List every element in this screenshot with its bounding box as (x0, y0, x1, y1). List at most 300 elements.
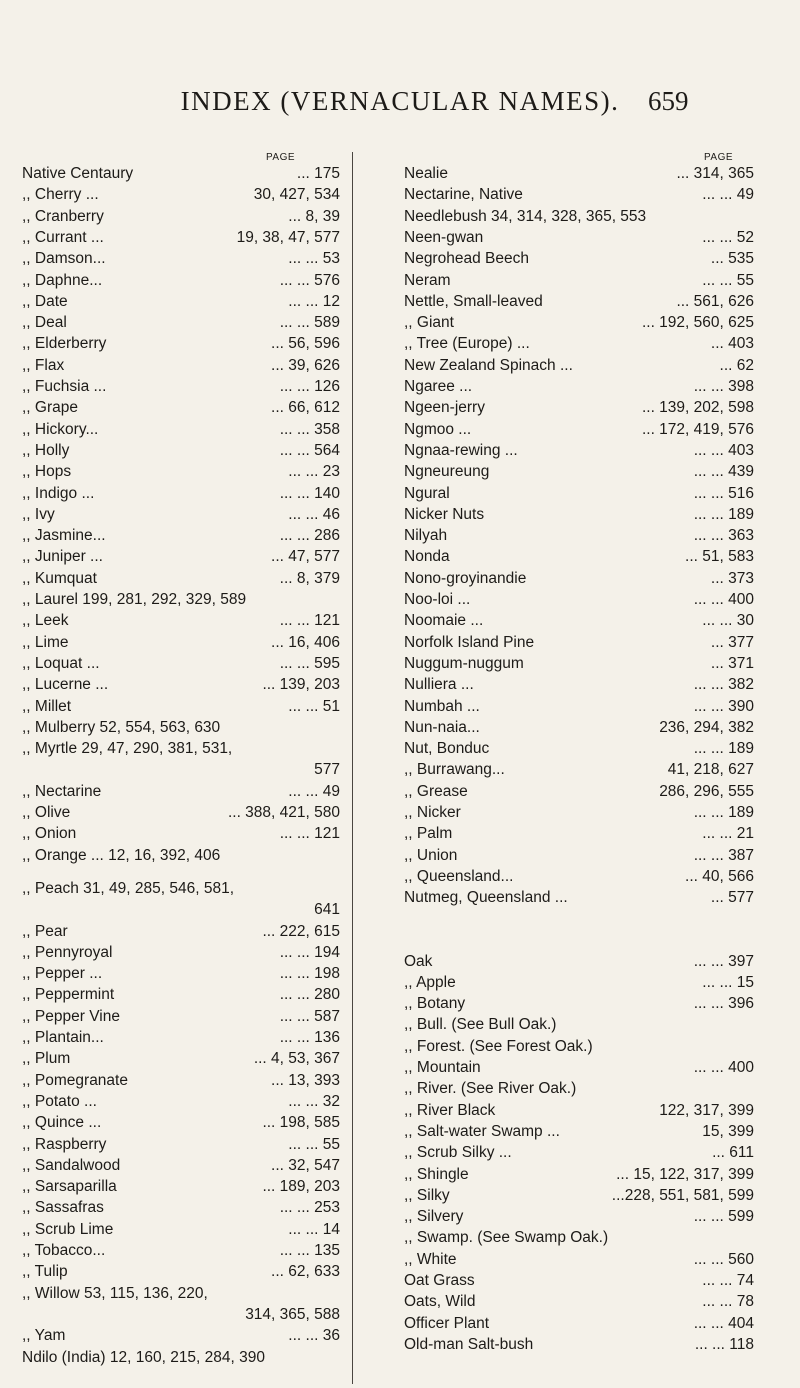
index-pages: ... ... 595 (279, 654, 340, 672)
index-entry (404, 1079, 754, 1099)
index-entry (22, 377, 340, 397)
index-entry (404, 1058, 754, 1078)
index-entry (404, 760, 754, 780)
index-pages: ... ... 135 (279, 1242, 340, 1259)
index-pages: ... 611 (712, 1144, 754, 1162)
index-term: ,, Deal (22, 314, 67, 332)
index-pages: ... 561, 626 (676, 292, 754, 310)
index-entry (404, 739, 754, 759)
index-pages: ... ... 55 (702, 271, 754, 289)
index-term: ,, Forest. (See Forest Oak.) (404, 1037, 593, 1055)
index-entry (22, 1135, 340, 1155)
index-term: ,, Burrawang... (404, 761, 505, 779)
index-entry (22, 1113, 340, 1133)
index-pages: ... ... 189 (693, 804, 754, 821)
index-entry (404, 356, 754, 376)
index-term: Nutmeg, Queensland ... (404, 889, 568, 907)
index-entry (22, 420, 340, 440)
index-term: ,, Daphne... (22, 271, 103, 289)
index-entry (22, 292, 340, 312)
index-pages: ... ... 12 (288, 292, 340, 310)
index-term: ,, Pomegranate (22, 1071, 128, 1089)
index-entry (22, 356, 340, 376)
index-term: ,, Olive (22, 804, 71, 821)
index-pages: ... ... 404 (693, 1314, 754, 1332)
index-term: ,, Lime (22, 633, 69, 651)
index-term: Oats, Wild (404, 1293, 476, 1311)
index-entry (404, 888, 754, 908)
index-entry (404, 1037, 754, 1057)
index-pages: ... ... 14 (288, 1220, 340, 1238)
index-entry (22, 846, 340, 866)
index-term: Nonda (404, 548, 450, 566)
index-pages: ... ... 121 (279, 612, 340, 630)
index-term: ,, Scrub Silky ... (404, 1144, 512, 1162)
index-entry (404, 441, 754, 461)
index-term: ,, Hops (22, 463, 72, 481)
index-entry (404, 654, 754, 674)
index-term: Old-man Salt-bush (404, 1335, 534, 1353)
index-term: Ngnaa-rewing ... (404, 441, 518, 459)
index-pages: ... ... 136 (279, 1029, 340, 1046)
index-term: ,, Indigo ... (22, 484, 95, 502)
page-column-label: PAGE (266, 152, 296, 163)
index-pages: ... ... 55 (288, 1135, 340, 1153)
index-term: ,, Nectarine (22, 782, 102, 800)
index-entry (22, 654, 340, 674)
column-divider (352, 152, 353, 1384)
index-term: ,, Pennyroyal (22, 943, 113, 961)
index-term: ,, Currant ... (22, 228, 104, 246)
index-term: ,, Tulip (22, 1263, 68, 1281)
index-entry (404, 1292, 754, 1312)
index-entry (404, 505, 754, 525)
index-entry (22, 1220, 340, 1240)
index-entry (404, 526, 754, 546)
index-pages: ... 40, 566 (685, 867, 754, 885)
index-entry (404, 590, 754, 610)
index-pages: ... ... 126 (279, 378, 340, 395)
index-entry (22, 313, 340, 333)
index-entry (22, 1198, 340, 1218)
index-entry (22, 398, 340, 418)
index-entry (22, 1028, 340, 1048)
index-entry (22, 526, 340, 546)
index-pages: ... 4, 53, 367 (253, 1050, 340, 1068)
index-entry (22, 249, 340, 269)
index-entry (22, 782, 340, 802)
index-entry (22, 1177, 340, 1197)
index-term: ,, White (404, 1250, 457, 1268)
index-pages: ... 198, 585 (262, 1114, 340, 1132)
index-entry (404, 1271, 754, 1291)
page-number: 659 (648, 86, 689, 116)
index-term: Nilyah (404, 527, 448, 545)
index-pages: ... 51, 583 (685, 548, 754, 566)
index-entry (404, 185, 754, 205)
index-term: ,, Silky (404, 1186, 450, 1204)
index-entry (404, 824, 754, 844)
index-pages: ... ... 398 (693, 378, 754, 395)
index-pages: ...228, 551, 581, 599 (611, 1186, 754, 1204)
index-entry (22, 185, 340, 205)
index-term: ,, Plantain... (22, 1029, 104, 1046)
index-term: ,, Willow 53, 115, 136, 220, (22, 1284, 208, 1302)
index-pages: ... 139, 203 (262, 676, 340, 694)
index-term: ,, Millet (22, 697, 72, 715)
index-pages: ... 8, 379 (279, 569, 340, 587)
index-entry (22, 611, 340, 631)
index-term: ,, Flax (22, 356, 65, 374)
index-entry (404, 313, 754, 333)
index-entry (404, 547, 754, 567)
index-term: ,, Lucerne ... (22, 676, 109, 694)
index-term: ,, Elderberry (22, 335, 107, 353)
index-pages: ... ... 400 (693, 1059, 754, 1076)
index-term: ,, Jasmine... (22, 527, 106, 545)
index-term: ,, Queensland... (404, 867, 514, 885)
index-pages: ... 222, 615 (262, 922, 340, 940)
index-term: ,, Quince ... (22, 1114, 102, 1132)
index-entry (404, 1228, 754, 1248)
index-entry (404, 377, 754, 397)
index-entry (404, 398, 754, 418)
index-entry (404, 675, 754, 695)
index-pages: ... ... 358 (279, 420, 340, 438)
index-entry (404, 633, 754, 653)
index-pages: ... 388, 421, 580 (227, 804, 340, 821)
index-entry (22, 697, 340, 717)
index-term: Nectarine, Native (404, 186, 523, 204)
index-entry (22, 675, 340, 695)
index-pages: ... 371 (710, 654, 754, 672)
index-pages: ... ... 194 (279, 943, 340, 961)
index-term: ,, Damson... (22, 250, 106, 268)
index-term: ,, Peach 31, 49, 285, 546, 581, (22, 879, 234, 897)
index-term: ,, Leek (22, 612, 69, 630)
index-term: ,, Raspberry (22, 1135, 107, 1153)
index-term: ,, Myrtle 29, 47, 290, 381, 531, (22, 740, 233, 758)
index-pages: ... ... 49 (702, 186, 754, 204)
index-pages: ... 66, 612 (271, 399, 340, 417)
index-pages: ... 62, 633 (271, 1263, 340, 1281)
index-entry (404, 1250, 754, 1270)
index-term: Ngeen-jerry (404, 399, 485, 417)
index-pages: ... ... 121 (279, 825, 340, 843)
index-pages: ... 192, 560, 625 (641, 314, 754, 332)
index-pages: 314, 365, 588 (245, 1305, 340, 1323)
index-pages: ... 403 (710, 335, 754, 353)
index-term: ,, Mulberry 52, 554, 563, 630 (22, 718, 221, 736)
index-entry (404, 462, 754, 482)
index-pages: ... ... 587 (279, 1007, 340, 1025)
index-entry (22, 879, 340, 899)
index-entry (404, 1186, 754, 1206)
index-term: Ndilo (India) 12, 160, 215, 284, 390 (22, 1348, 266, 1366)
index-term: Nut, Bonduc (404, 740, 490, 758)
index-pages: ... ... 576 (279, 271, 340, 289)
index-term: Needlebush 34, 314, 328, 365, 553 (404, 207, 647, 225)
index-entry (22, 824, 340, 844)
index-pages: ... ... 280 (279, 986, 340, 1004)
index-entry (22, 207, 340, 227)
index-term: Nulliera ... (404, 676, 474, 694)
index-term: ,, Yam (22, 1327, 66, 1345)
index-pages: ... ... 51 (288, 697, 340, 715)
index-pages: ... ... 599 (693, 1208, 754, 1226)
index-pages: ... 139, 202, 598 (641, 399, 754, 417)
index-term: Noo-loi ... (404, 591, 471, 608)
index-term: Neram (404, 271, 451, 289)
index-pages: ... 47, 577 (271, 548, 340, 566)
index-term: Nettle, Small-leaved (404, 292, 543, 310)
index-term: ,, Giant (404, 314, 454, 332)
page-header (0, 86, 800, 126)
index-entry (22, 334, 340, 354)
index-entry (404, 846, 754, 866)
index-entry (404, 1143, 754, 1163)
index-entry (22, 441, 340, 461)
index-pages: ... ... 387 (693, 846, 754, 864)
index-pages: ... ... 189 (693, 505, 754, 523)
index-pages: 30, 427, 534 (253, 186, 340, 204)
index-entry (404, 1101, 754, 1121)
index-pages: ... ... 439 (693, 463, 754, 481)
index-entry (22, 803, 340, 823)
index-pages: ... ... 53 (288, 250, 340, 268)
index-term: Ngneureung (404, 463, 490, 481)
index-entry (404, 228, 754, 248)
index-term: ,, Tobacco... (22, 1242, 106, 1259)
index-term: Norfolk Island Pine (404, 633, 535, 651)
index-pages: ... ... 36 (288, 1327, 340, 1345)
index-pages: ... 8, 39 (288, 207, 340, 225)
index-entry (22, 1305, 340, 1325)
index-term: Nealie (404, 165, 448, 182)
index-pages: ... ... 403 (693, 441, 754, 459)
index-term: Nun-naia... (404, 718, 480, 736)
index-term: ,, Palm (404, 825, 453, 843)
index-term: Nuggum-nuggum (404, 654, 524, 672)
index-pages: ... 189, 203 (262, 1178, 340, 1196)
index-term: ,, Pear (22, 922, 68, 940)
index-entry (22, 1156, 340, 1176)
index-entry (22, 1092, 340, 1112)
index-entry (404, 697, 754, 717)
index-pages: 286, 296, 555 (659, 782, 754, 800)
index-entry (22, 1326, 340, 1346)
index-pages: ... ... 397 (693, 952, 754, 970)
index-term: ,, Salt-water Swamp ... (404, 1122, 560, 1140)
index-entry (404, 952, 754, 972)
index-entry (22, 484, 340, 504)
index-pages: 641 (314, 901, 340, 919)
index-pages: ... ... 564 (279, 441, 340, 459)
index-term: ,, Cherry ... (22, 186, 99, 204)
index-pages: ... ... 560 (693, 1250, 754, 1268)
index-entry (22, 228, 340, 248)
page-column-label: PAGE (704, 152, 734, 163)
index-pages: ... ... 189 (693, 740, 754, 758)
index-pages: ... ... 118 (694, 1335, 754, 1353)
index-pages: 41, 218, 627 (667, 761, 754, 779)
index-term: ,, Sarsaparilla (22, 1178, 117, 1196)
index-entry (22, 739, 340, 759)
index-entry (404, 994, 754, 1014)
index-term: ,, Bull. (See Bull Oak.) (404, 1016, 557, 1034)
index-pages: ... ... 363 (693, 527, 754, 545)
index-pages: ... 13, 393 (271, 1071, 340, 1089)
index-entry (404, 164, 754, 184)
index-pages: 122, 317, 399 (659, 1101, 754, 1119)
index-pages: ... ... 382 (693, 676, 754, 694)
index-term: ,, Grease (404, 782, 468, 800)
index-entry (404, 420, 754, 440)
index-pages: ... ... 23 (288, 463, 340, 481)
index-entry (22, 164, 340, 184)
index-term: ,, Onion (22, 825, 77, 843)
index-pages: ... ... 396 (693, 995, 754, 1013)
index-pages: ... 373 (710, 569, 754, 587)
index-entry (22, 1049, 340, 1069)
index-term: ,, Grape (22, 399, 78, 417)
index-entry (404, 973, 754, 993)
index-pages: ... 175 (296, 165, 340, 182)
index-entry (22, 505, 340, 525)
index-pages: ... 32, 547 (271, 1156, 340, 1174)
index-term: ,, Plum (22, 1050, 71, 1068)
index-term: ,, Fuchsia ... (22, 378, 107, 395)
index-entry (22, 1241, 340, 1261)
index-pages: ... 314, 365 (676, 165, 754, 182)
index-pages: ... ... 74 (702, 1272, 754, 1289)
index-term: New Zealand Spinach ... (404, 356, 573, 374)
index-entry (22, 1007, 340, 1027)
index-pages: ... 577 (710, 889, 754, 907)
index-term: ,, Orange ... 12, 16, 392, 406 (22, 846, 221, 864)
index-pages: 15, 399 (702, 1122, 754, 1140)
index-entry (22, 1262, 340, 1282)
index-entry (404, 611, 754, 631)
index-pages: ... ... 78 (702, 1293, 754, 1311)
index-pages: ... ... 52 (702, 228, 754, 246)
index-entry (404, 334, 754, 354)
index-entry (404, 1207, 754, 1227)
index-pages: ... ... 46 (288, 505, 340, 523)
index-term: ,, Shingle (404, 1165, 469, 1183)
index-pages: ... ... 32 (288, 1092, 340, 1110)
index-entry (22, 964, 340, 984)
index-term: ,, Scrub Lime (22, 1220, 114, 1238)
index-term: ,, Laurel 199, 281, 292, 329, 589 (22, 591, 247, 608)
index-pages: ... ... 253 (279, 1199, 340, 1217)
index-entry (404, 271, 754, 291)
index-pages: ... 39, 626 (271, 356, 340, 374)
index-pages: ... ... 30 (702, 612, 754, 630)
index-pages: ... 56, 596 (271, 335, 340, 353)
index-term: ,, Sassafras (22, 1199, 104, 1217)
index-entry (404, 718, 754, 738)
index-entry (22, 718, 340, 738)
index-term: Negrohead Beech (404, 250, 529, 268)
index-entry (22, 590, 340, 610)
index-pages: 19, 38, 47, 577 (236, 228, 340, 246)
index-term: ,, Loquat ... (22, 654, 100, 672)
index-entry (22, 271, 340, 291)
index-entry (22, 462, 340, 482)
index-pages: 577 (314, 761, 340, 779)
index-term: ,, Botany (404, 995, 466, 1013)
index-term: Native Centaury (22, 165, 134, 182)
index-entry (404, 782, 754, 802)
index-term: ,, Potato ... (22, 1092, 97, 1110)
index-term: ,, Kumquat (22, 569, 97, 587)
index-term: Neen-gwan (404, 228, 484, 246)
index-pages: ... 535 (710, 250, 754, 268)
index-term: ,, Cranberry (22, 207, 104, 225)
index-pages: ... 15, 122, 317, 399 (616, 1165, 754, 1183)
index-entry (404, 249, 754, 269)
index-entry (22, 633, 340, 653)
index-entry (22, 569, 340, 589)
index-entry (404, 207, 754, 227)
index-term: ,, Apple (404, 973, 456, 991)
index-term: ,, Date (22, 292, 68, 310)
index-term: ,, Ivy (22, 505, 55, 523)
index-entry (22, 1348, 340, 1368)
index-term: ,, Swamp. (See Swamp Oak.) (404, 1229, 609, 1247)
index-term: ,, Union (404, 846, 458, 864)
index-term: Oak (404, 952, 433, 970)
index-entry (22, 547, 340, 567)
index-entry (404, 803, 754, 823)
index-term: Noomaie ... (404, 612, 484, 630)
index-term: ,, Hickory... (22, 420, 99, 438)
index-pages: ... 16, 406 (271, 633, 340, 651)
index-entry (22, 985, 340, 1005)
index-pages: ... ... 286 (279, 527, 340, 545)
index-entry (404, 484, 754, 504)
index-pages: ... ... 198 (279, 965, 340, 983)
index-term: Ngmoo ... (404, 420, 472, 438)
index-pages: ... ... 390 (693, 697, 754, 715)
index-entry (22, 943, 340, 963)
index-pages: ... 62 (719, 356, 754, 374)
index-term: ,, Silvery (404, 1208, 464, 1226)
index-entry (404, 292, 754, 312)
index-entry (22, 1284, 340, 1304)
index-entry (404, 1015, 754, 1035)
index-entry (404, 569, 754, 589)
index-term: ,, River Black (404, 1101, 496, 1119)
index-entry (404, 1335, 754, 1355)
index-entry (404, 1122, 754, 1142)
index-term: Officer Plant (404, 1314, 490, 1332)
index-pages: ... ... 516 (693, 484, 754, 502)
index-pages: ... 377 (710, 633, 754, 651)
page-title: INDEX (VERNACULAR NAMES). (180, 86, 620, 116)
index-entry (22, 900, 340, 920)
index-term: Oat Grass (404, 1272, 475, 1289)
index-pages: ... ... 589 (279, 314, 340, 332)
index-term: ,, Tree (Europe) ... (404, 335, 530, 353)
index-term: ,, Nicker (404, 804, 461, 821)
index-entry (22, 760, 340, 780)
index-pages: ... ... 140 (279, 484, 340, 502)
index-term: Nicker Nuts (404, 505, 485, 523)
index-term: Ngaree ... (404, 378, 473, 395)
index-term: ,, Sandalwood (22, 1156, 121, 1174)
